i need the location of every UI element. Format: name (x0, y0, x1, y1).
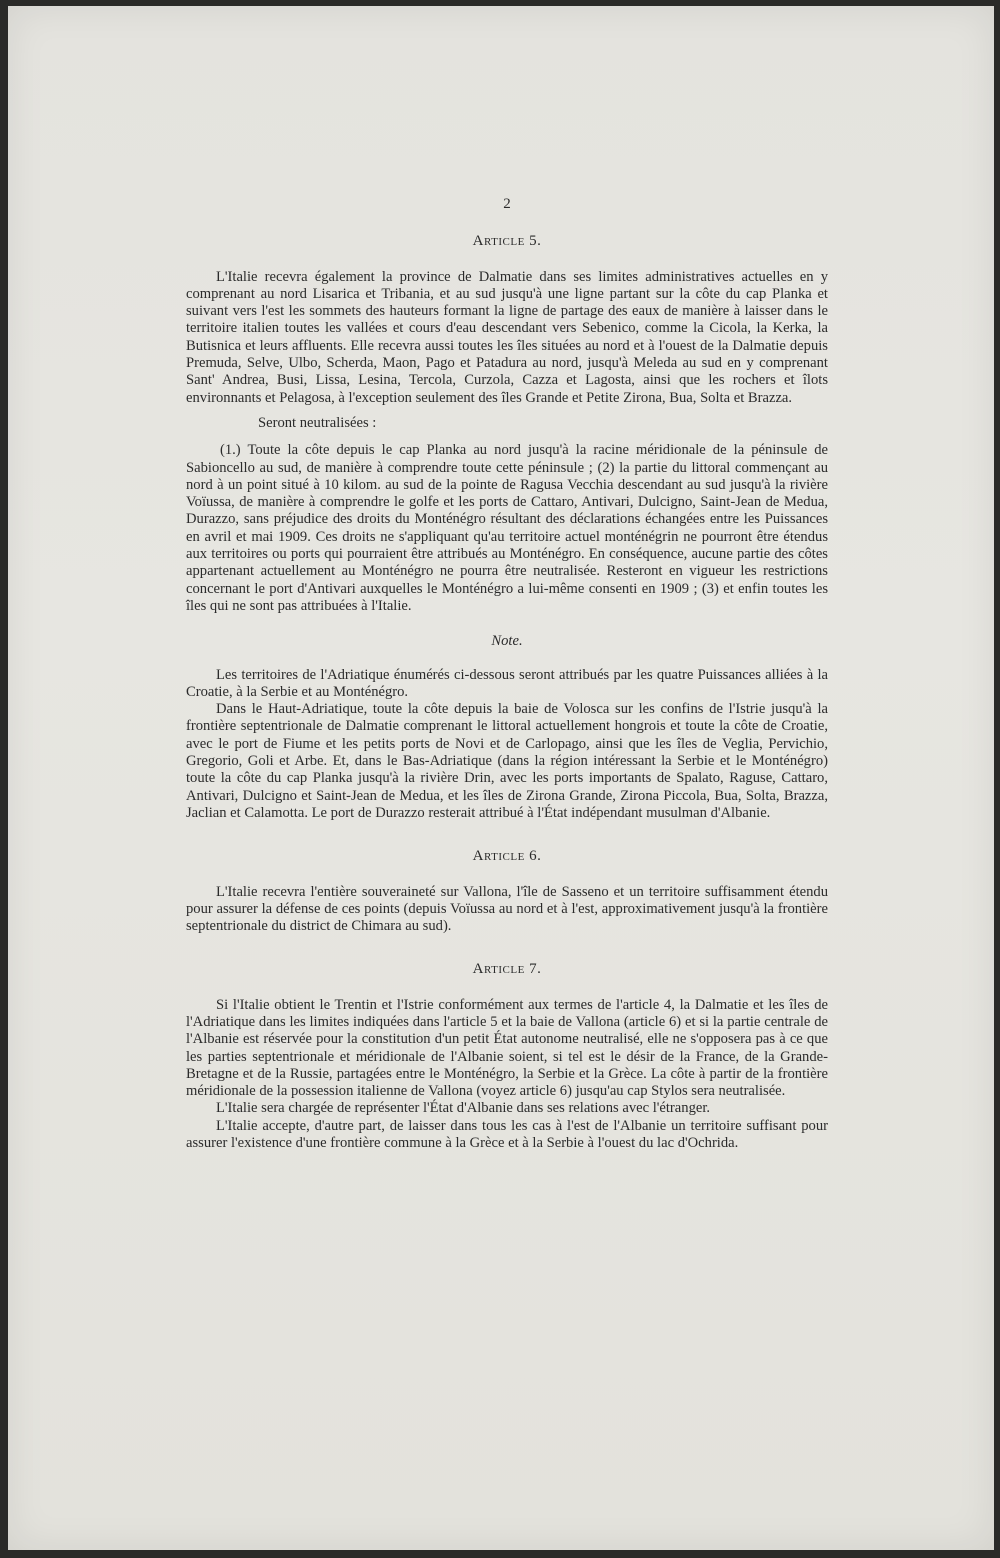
article-6-paragraph-1: L'Italie recevra l'entière souveraineté sur Vallona, l'île de Sasseno et un territoire suffisamment étendu pour assurer la défense de ces points (depuis Voïussa au nord et à l'est, approximativement jusqu'à la frontière septentrionale du district de Chimara au sud). (186, 883, 828, 935)
article-5-heading: Article 5. (472, 233, 542, 250)
note-paragraph-2: Dans le Haut-Adriatique, toute la côte depuis la baie de Volosca sur les confins de l'Istrie jusqu'à la frontière septentrionale de Dalmatie comprenant le littoral actuellement hongrois et toute la côte de Croatie, avec le port de Fiume et les petits ports de Novi et de Carlopago, ainsi que les îles de Veglia, Pervichio, Gregorio, Goli et Arbe. Et, dans le Bas-Adriatique (dans la région intéressant la Serbie et le Monténégro) toute la côte du cap Planka jusqu'à la rivière Drin, avec les ports importants de Spalato, Raguse, Cattaro, Antivari, Dulcigno et Saint-Jean de Medua, et les îles de Zirona Grande, Zirona Piccola, Bua, Solta, Brazza, Jaclian et Calamotta. Le port de Durazzo resterait attribué à l'État indépendant musulman d'Albanie. (186, 701, 828, 821)
article-6-heading: Article 6. (472, 848, 542, 865)
document-page (8, 6, 994, 1550)
page-number: 2 (503, 196, 511, 212)
note-paragraph-1: Les territoires de l'Adriatique énumérés ci-dessous seront attribués par les quatre Puissances alliées à la Croatie, à la Serbie et au Monténégro. (186, 666, 828, 700)
article-7-paragraph-3: L'Italie accepte, d'autre part, de laisser dans tous les cas à l'est de l'Albanie un territoire suffisant pour assurer l'existence d'une frontière commune à la Grèce et à la Serbie à l'ouest du lac d'Ochrida. (186, 1117, 828, 1152)
article-7-paragraph-2: L'Italie sera chargée de représenter l'État d'Albanie dans ses relations avec l'étranger. (216, 1100, 711, 1117)
article-5-paragraph-2: Seront neutralisées : (258, 414, 377, 431)
article-5-paragraph-1: L'Italie recevra également la province de Dalmatie dans ses limites administratives actuelles en y comprenant au nord Lisarica et Tribania, et au sud jusqu'à une ligne partant sur la côte du cap Planka et suivant vers l'est les sommets des hauteurs formant la ligne de partage des eaux de manière à laisser dans le territoire italien toutes les vallées et cours d'eau descendant vers Sebenico, comme la Cicola, la Kerka, la Butisnica et leurs affluents. Elle recevra aussi toutes les îles situées au nord et à l'ouest de la Dalmatie depuis Premuda, Selve, Ulbo, Scherda, Maon, Pago et Patadura au nord, jusqu'à Meleda au sud en y comprenant Sant' Andrea, Busi, Lissa, Lesina, Tercola, Curzola, Cazza et Lagosta, ainsi que les rochers et îlots environnants et Pelagosa, à l'exception seulement des îles Grande et Petite Zirona, Bua, Solta et Brazza. (186, 268, 828, 406)
article-5-paragraph-3: (1.) Toute la côte depuis le cap Planka au nord jusqu'à la racine méridionale de la péninsule de Sabioncello au sud, de manière à comprendre toute cette péninsule ; (2) la partie du littoral commençant au nord à un point situé à 10 kilom. au sud de la pointe de Ragusa Vecchia descendant au sud jusqu'à la rivière Voïussa, de manière à comprendre le golfe et les ports de Cattaro, Antivari, Dulcigno, Saint-Jean de Medua, Durazzo, sans préjudice des droits du Monténégro résultant des déclarations échangées entre les Puissances en avril et mai 1909. Ces droits ne s'appliquant qu'au territoire actuel monténégrin ne pourront être étendus aux territoires ou ports qui pourraient être attribués au Monténégro. En conséquence, aucune partie des côtes appartenant actuellement au Monténégro ne pourra être neutralisée. Resteront en vigueur les restrictions concernant le port d'Antivari auxquelles le Monténégro a lui-même consenti en 1909 ; (3) et enfin toutes les îles qui ne sont pas attribuées à l'Italie. (186, 442, 828, 614)
article-7-paragraph-1: Si l'Italie obtient le Trentin et l'Istrie conformément aux termes de l'article 4, la Dalmatie et les îles de l'Adriatique dans les limites indiquées dans l'article 5 et la baie de Vallona (article 6) et si la partie centrale de l'Albanie est réservée pour la constitution d'un petit État autonome neutralisé, elle ne s'opposera pas à ce que les parties septentrionale et méridionale de l'Albanie soient, si tel est le désir de la France, de la Grande-Bretagne et de la Russie, partagées entre le Monténégro, la Serbie et la Grèce. La côte à partir de la frontière méridionale de la possession italienne de Vallona (voyez article 6) jusqu'au cap Stylos sera neutralisée. (186, 996, 828, 1100)
article-7-heading: Article 7. (472, 961, 542, 978)
note-heading: Note. (491, 633, 523, 650)
document-body (186, 196, 828, 1152)
